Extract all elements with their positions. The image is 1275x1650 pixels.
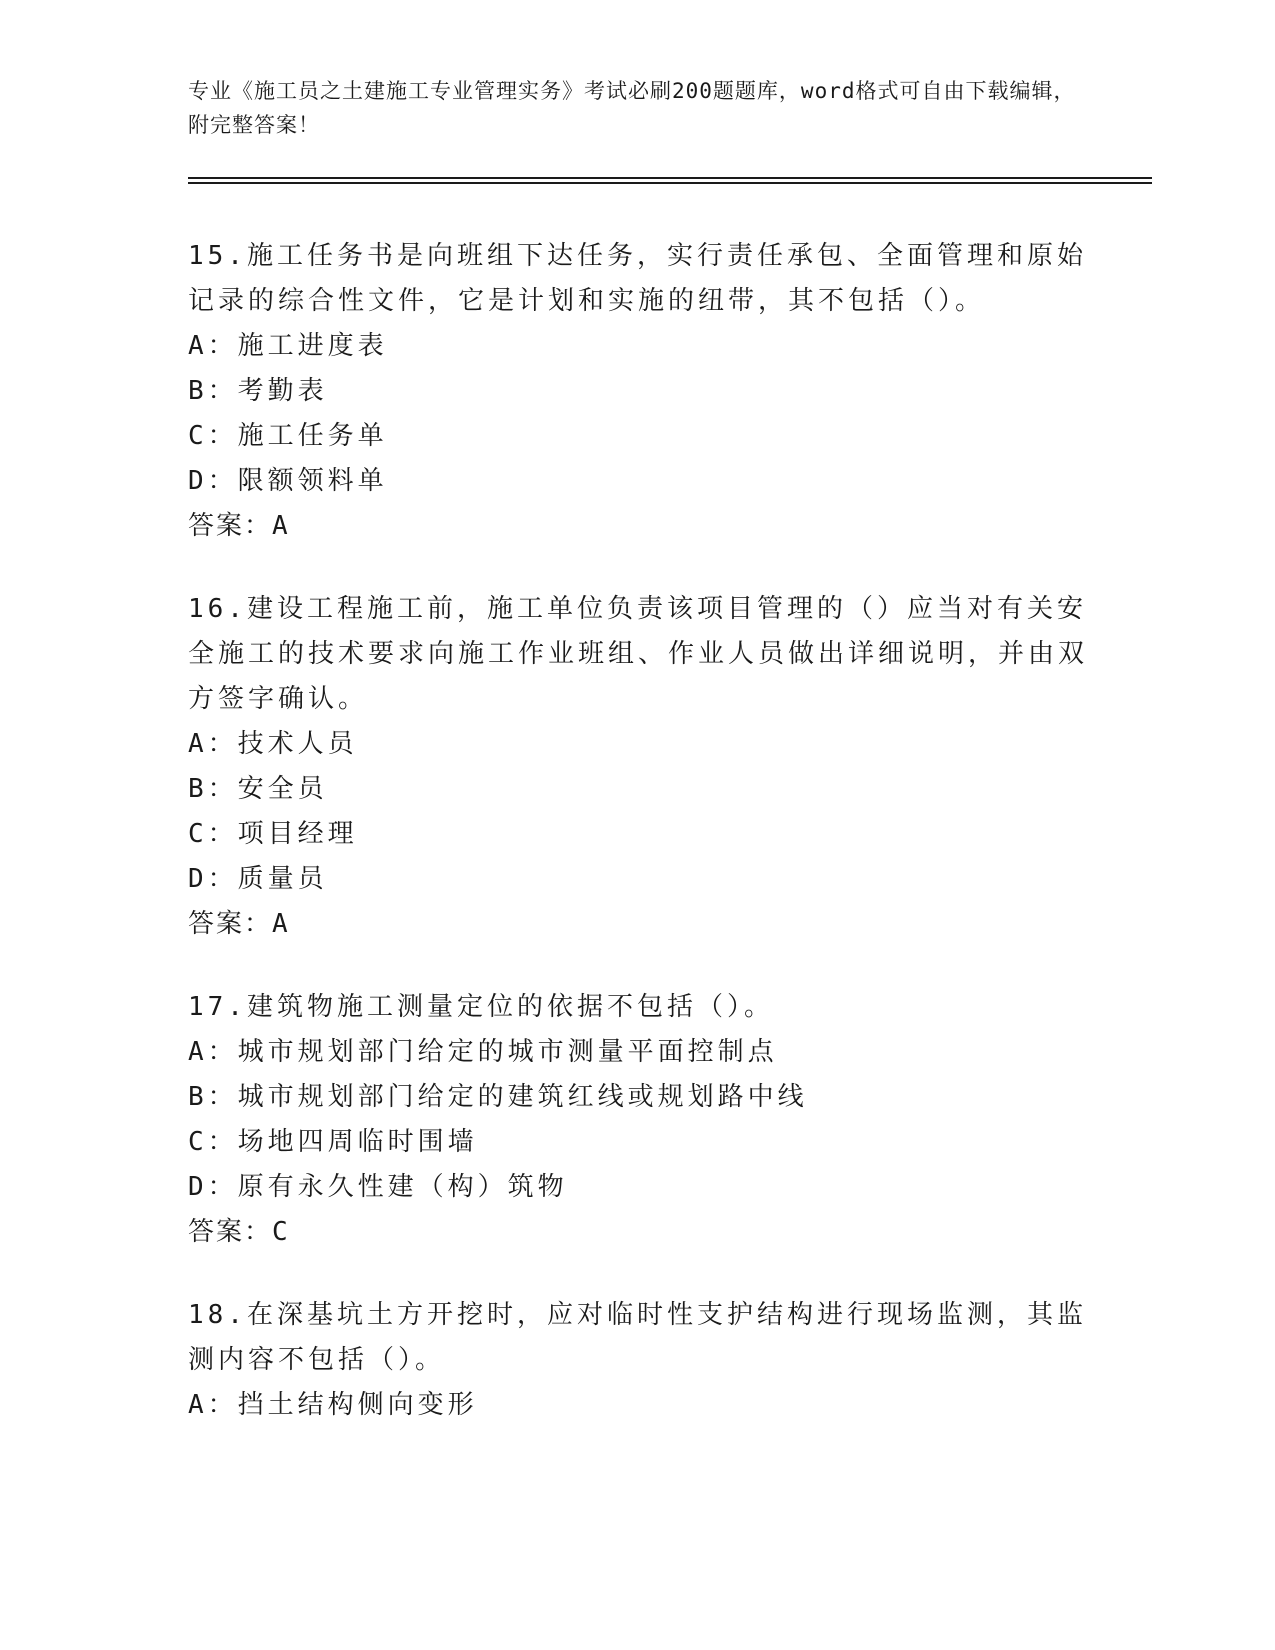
option-d: D：质量员 [188,864,328,894]
question-list [188,234,1088,1466]
question-16 [188,587,1088,947]
answer-value: C [272,1217,290,1247]
option-b: B：城市规划部门给定的建筑红线或规划路中线 [188,1082,808,1112]
question-stem: 15.施工任务书是向班组下达任务，实行责任承包、全面管理和原始记录的综合性文件，它是计划和实施的纽带，其不包括（）。 [188,241,1087,316]
answer-label: 答案： [188,909,273,939]
option-c: C：项目经理 [188,819,358,849]
option-d: D：限额领料单 [188,466,388,496]
question-stem: 17.建筑物施工测量定位的依据不包括（）。 [188,992,774,1022]
option-d: D：原有永久性建（构）筑物 [188,1172,568,1202]
answer-value: A [272,511,290,541]
question-17 [188,985,1088,1255]
answer-value: A [272,909,290,939]
option-c: C：场地四周临时围墙 [188,1127,478,1157]
option-a: A：技术人员 [188,729,358,759]
option-b: B：安全员 [188,774,328,804]
header-rule-top [188,177,1152,179]
option-b: B：考勤表 [188,376,328,406]
header-rule-bottom [188,182,1152,184]
question-stem: 16.建设工程施工前，施工单位负责该项目管理的（）应当对有关安全施工的技术要求向施工作业班组、作业人员做出详细说明，并由双方签字确认。 [188,594,1089,714]
answer-label: 答案： [188,1217,273,1247]
document-header: 专业《施工员之土建施工专业管理实务》考试必刷200题题库，word格式可自由下载编辑，附完整答案！ [188,79,1076,137]
option-a: A：施工进度表 [188,331,388,361]
answer-line [188,1210,1088,1255]
question-18 [188,1293,1088,1428]
question-15 [188,234,1088,549]
question-stem: 18.在深基坑土方开挖时，应对临时性支护结构进行现场监测，其监测内容不包括（）。 [188,1300,1087,1375]
option-a: A：挡土结构侧向变形 [188,1390,478,1420]
option-a: A：城市规划部门给定的城市测量平面控制点 [188,1037,778,1067]
answer-line [188,902,1088,947]
option-c: C：施工任务单 [188,421,388,451]
answer-label: 答案： [188,511,273,541]
answer-line [188,504,1088,549]
